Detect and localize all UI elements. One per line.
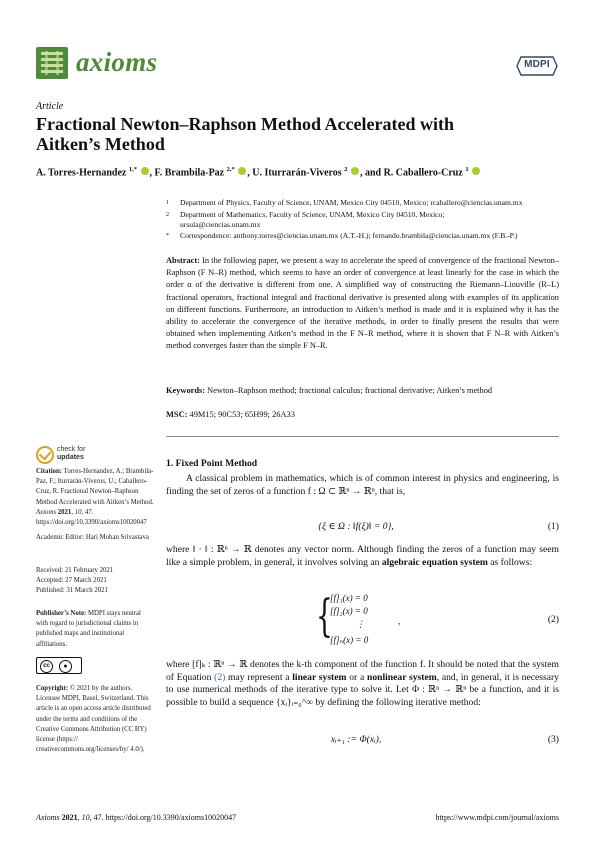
publisher-note-text: MDPI stays neutral with regard to jurisdictional claims in published maps and institutional affiliations. [36,610,141,648]
publisher-note-label: Publisher’s Note: [36,610,87,617]
msc-label: MSC: [166,410,188,419]
paragraph-3-text: where [f]ₖ : ℝⁿ → ℝ denotes the k-th component of the function f. It should be noted that the system of Equation [166,659,559,683]
keywords [166,385,559,397]
affiliation-mark: 2 [166,212,169,218]
equation-1 [166,521,559,535]
equation-3 [166,734,559,748]
orcid-icon[interactable] [141,167,149,175]
academic-editor: Academic Editor: Hari Mohan Srivastava [36,534,149,541]
footer-doi-link[interactable]: , 47. https://doi.org/10.3390/axioms10020047 [89,813,237,822]
footer-journal-url[interactable]: https://www.mdpi.com/journal/axioms [435,813,559,822]
author-separator: , and [359,167,384,179]
paragraph-2-tail: as follows: [487,556,533,568]
affiliation-text: Department of Mathematics, Faculty of Science, UNAM, Mexico City 04510, Mexico; [180,210,445,219]
author-affiliation-mark: 1 [465,166,469,173]
abstract-label: Abstract: [166,256,200,265]
paragraph-3-text: may represent a [225,671,293,683]
left-brace: { [316,591,333,642]
citation-doi[interactable]: , 47. https://doi.org/10.3390/axioms10020047 [36,508,147,527]
system-line: [f]₁(x) = 0 [330,593,368,603]
author-affiliation-mark: 1,* [128,166,137,173]
author-list [36,166,481,178]
author-name: A. Torres-Hernandez [36,167,127,179]
author-name: F. Brambila-Paz [154,167,225,179]
title-line-2: Aitken’s Method [36,134,165,154]
msc-text: 49M15; 90C53; 65H99; 26A33 [189,410,295,419]
affiliation-mark: * [166,233,169,239]
equation-3-expression: xᵢ₊₁ := Φ(xᵢ), [330,734,382,745]
paragraph-2-text: where ‖ · ‖ : ℝⁿ → ℝ denotes any vector norm. Although finding the zeros of a function may seem like a simple problem, in general, it involves solving an [166,544,559,568]
copyright-label: Copyright: [36,685,69,692]
author-separator: , [247,167,253,179]
author-name: U. Iturrarán-Viveros [252,167,342,179]
paragraph-3-term: linear system [292,671,347,683]
equation-ref-link[interactable]: (2) [214,671,226,683]
citation-text: Torres-Hernandez, A.; Brambila-Paz, F.; Iturrarán-Viveros, U.; Caballero-Cruz, R. Fractional Newton–Raphson Method Accelerated with Aitken’s Method. [36,468,154,506]
paragraph-1: A classical problem in mathematics, which is of common interest in physics and engineering, is finding the set of zeros of a function f : Ω ⊂ ℝⁿ → ℝⁿ, that is, [166,473,559,497]
abstract [166,255,559,353]
check-for-updates-icon[interactable] [36,446,54,464]
citation-block: Citation: Torres-Hernandez, A.; Brambila-Paz, F.; Iturrarán-Viveros, U.; Caballero-Cruz, R. Fractional Newton–Raphson Method Accelerated with Aitken’s Method. Axioms 2021, 10, 47. https://doi.org/10.3390/axioms10020047 [36,468,154,527]
journal-logo-icon [36,47,68,79]
footer-citation: Axioms 2021, 10, 47. https://doi.org/10.3390/axioms10020047 [36,813,237,822]
keywords-label: Keywords: [166,386,206,395]
mdpi-logo-icon [516,56,558,76]
paragraph-2-term: algebraic equation system [381,556,488,568]
system-line: [f]₂(x) = 0 [330,606,368,616]
paragraph-3-text: or a [346,671,367,683]
paragraph-3-text: , and, in general, it is necessary to use numerical methods of the iterative type to solve it. Let Φ : ℝⁿ → ℝⁿ be a function, and it is possible to build a sequence {xᵢ}ᵢ₌₀^∞ by defining the following iterative method: [166,671,559,708]
equation-2-number: (2) [547,614,559,625]
cc-by-license-icon[interactable] [36,657,82,674]
equation-1-number: (1) [547,521,559,532]
author-affiliation-mark: 2 [344,166,348,173]
msc-codes [166,409,559,421]
author-separator: , [149,167,155,179]
title-line-1: Fractional Newton–Raphson Method Accelerated with [36,114,454,134]
publisher-note [36,609,154,650]
check-for-updates-label[interactable] [57,446,85,462]
affiliation-text: ursula@ciencias.unam.mx [180,220,261,229]
keywords-text: Newton–Raphson method; fractional calculus; fractional derivative; Aitken’s method [207,386,493,395]
paragraph-3-term: nonlinear system [367,671,437,683]
published-date: Published: 31 March 2021 [36,587,108,594]
paper-title [36,114,536,154]
footer-year: 2021 [61,813,78,822]
footer-volume: 10 [81,813,90,822]
orcid-icon[interactable] [351,167,359,175]
citation-label: Citation: [36,468,63,475]
divider [166,436,559,437]
system-line: ⋮ [356,619,365,629]
orcid-icon[interactable] [472,167,480,175]
system-comma: , [398,616,401,626]
author-affiliation-mark: 2,* [226,166,235,173]
author-name: R. Caballero-Cruz [383,167,463,179]
copyright-block [36,684,154,755]
orcid-icon[interactable] [238,167,246,175]
paragraph-2 [166,544,559,569]
citation-year: 2021 [57,508,72,516]
mdpi-logo-text: MDPI [524,59,550,70]
accepted-date: Accepted: 27 March 2021 [36,577,107,584]
check-line-1: check for [57,446,86,453]
citation-volume: 10 [74,508,82,516]
article-type: Article [36,101,64,112]
abstract-text: In the following paper, we present a way to accelerate the speed of convergence of the fractional Newton–Raphson (F N–R) method, which seems to have an order of convergence at least linearly for the case in which the order α of the derivative is different from one. A simplified way of constructing the Riemann–Liouville (R–L) fractional operators, fractional integral and fractional derivative is presented along with examples of its application on different functions. Furthermore, an introduction to Aitken’s method is made and it is explained why it has the ability to accelerate the convergence of the iterative methods, in order to finally present the results that were obtained when implementing Aitken’s method in the F N–R method, where it is shown that F N–R with Aitken’s method converges faster than the simple F N–R. [166,256,560,351]
equation-3-number: (3) [547,734,559,745]
affiliation-text: Department of Physics, Faculty of Science, UNAM, Mexico City 04510, Mexico; rcaballero@ciencias.unam.mx [180,198,523,207]
affiliation-mark: 1 [166,200,169,206]
cc-icon: cc [40,660,53,673]
received-date: Received: 21 February 2021 [36,567,114,574]
check-line-2: updates [57,454,84,461]
system-line: [f]ₙ(x) = 0 [330,635,369,645]
citation-journal: Axioms [36,508,57,516]
journal-name: axioms [76,47,158,77]
section-heading: 1. Fixed Point Method [166,458,258,469]
paragraph-3 [166,659,559,709]
affiliation-text: Correspondence: anthony.torres@ciencias.unam.mx (A.T.-H.); fernando.brambila@ciencias.unam.mx (F.B.-P.) [180,231,518,240]
equation-2 [166,592,559,650]
footer-journal: Axioms [36,813,60,822]
equation-1-expression: {ξ ∈ Ω : ‖f(ξ)‖ = 0}, [318,521,394,532]
person-icon: ● [59,660,72,673]
copyright-text: © 2021 by the authors. Licensee MDPI, Basel, Switzerland. This article is an open access article distributed under the terms and conditions of the Creative Commons Attribution (CC BY) license (https:// creativecommons.org/licenses/by/ 4.0/). [36,685,151,754]
